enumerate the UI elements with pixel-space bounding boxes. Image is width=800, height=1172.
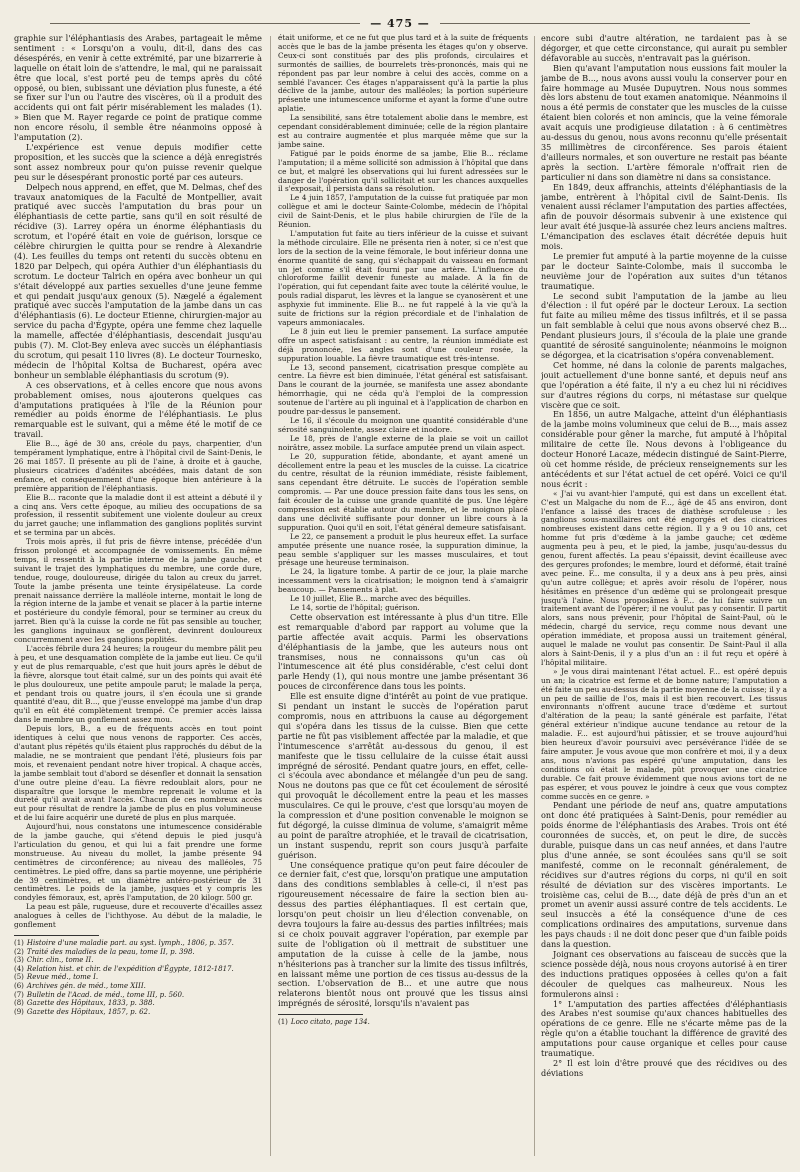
paragraph: 2° Il est loin d'être prouvé que des récidives ou des déviations — [541, 1057, 787, 1078]
paragraph: 1° L'amputation des parties affectées d'éléphantiasis des Arabes n'est soumise qu'aux chances habituelles des opérations de ce genre. Elle ne s'écarte même pas de la règle qu'on a établie touchant la différence de gravité des amputations pour cause organique et celles pour cause traumatique. — [541, 998, 787, 1059]
footnote-text: Archives gén. de méd., tome XIII. — [26, 981, 146, 990]
paragraph: Delpech nous apprend, en effet, que M. Delmas, chef des travaux anatomiques de la Faculté de Montpellier, avait pratiqué avec succès l'amputation du bras pour un éléphantiasis de cette partie, sans qu'il en soit résulté de récidive (3). Larrey opéra un énorme éléphantiasis du scrotum, et l'opéré était en voie de guérison, lorsque ce célèbre chirurgien le quitta pour se rendre à Alexandrie (4). Les feuilles du temps ont retenti du succès obtenu en 1820 par Delpech, qui opéra Authier d'un éléphantiasis du scrotum. Le docteur Talrich en opéra avec bonheur un qui s'était développé aux parties sexuelles d'une jeune femme et qui pendait jusqu'aux genoux (5). Nægelé a également pratiqué avec succès l'amputation de la jambe dans un cas d'éléphantiasis (6). Le docteur Etienne, chirurgien-major au service du pacha d'Égypte, opéra une femme chez laquelle la mamelle, affectée d'éléphantiasis, descendait jusqu'au pubis (7). M. Clot-Bey enleva avec succès un éléphantiasis du scrotum, qui pesait 110 livres (8). Le docteur Tournesko, médecin de l'hôpital Koltsa de Bucharest, opéra avec bonheur un semblable éléphantiasis du scrotum (9). — [14, 181, 262, 380]
footnote — [14, 965, 262, 974]
paragraph: Elle est ensuite digne d'intérêt au point de vue pratique. Si pendant un instant le succès de l'opération parut compromis, nous en attribuons la cause au dégorgement qui s'opéra dans les tissus de la cuisse. Bien que cette partie ne fût pas visiblement affectée par la maladie, et que l'intumescence s'arrêtât au-dessous du genou, il est manifeste que le tissu cellulaire de la cuisse était aussi imprégné de sérosité. Pendant quatre jours, en effet, celle-ci s'écoula avec abondance et mélangée d'un peu de sang. Nous ne doutons pas que ce fût cet écoulement de sérosité qui provoquât le décollement entre la peau et les masses musculaires. Ce qui le prouve, c'est que lorsqu'au moyen de la compression et d'une position convenable le moignon se fut dégorgé, la cuisse diminua de volume, s'amaigrit même au point de paraître atrophiée, et le travail de cicatrisation, un instant suspendu, reprit son cours jusqu'à parfaite guérison. — [278, 691, 528, 860]
case-paragraph: L'amputation fut faite au tiers inférieur de la cuisse et suivant la méthode circulaire. Elle ne présenta rien à noter, si ce n'est que lors de la section de la veine fémorale, le bout inférieur donna une énorme quantité de sang, qui s'échappait du vaisseau en formant un jet comme s'il était fourni par une artère. L'influence du chloroforme faillit devenir funeste au malade. A la fin de l'opération, qui fut cependant faite avec toute la célérité voulue, le pouls radial disparut, les lèvres et la langue se cyanosèrent et une asphyxie fut imminente. Elie B... ne fut rappelé à la vie qu'à la suite de frictions sur la région précordiale et de l'inhalation de vapeurs ammoniacales. — [278, 228, 528, 327]
case-paragraph: Aujourd'hui, nous constatons une intumescence considérable de la jambe gauche, qui s'étend depuis le pied jusqu'à l'articulation du genou, et qui lui a fait prendre une forme monstrueuse. Au niveau du mollet, la jambe présente 94 centimètres de circonférence; au niveau des malléoles, 75 centimètres. Le pied offre, dans sa partie moyenne, une périphérie de 39 centimètres, et un diamètre antéro-postérieur de 31 centimètres. Le poids de la jambe, jusques et y compris les condyles fémoraux, est, après l'amputation, de 20 kilogr. 500 gr. — [14, 822, 262, 903]
page-header — [40, 14, 760, 32]
footnote-text: Revue méd., tome I. — [26, 973, 99, 982]
footnote — [14, 982, 262, 991]
case-paragraph: La sensibilité, sans être totalement abolie dans le membre, est cependant considérablement diminuée; celle de la région plantaire est au contraire augmentée et plus marquée même que sur la jambe saine. — [278, 113, 528, 149]
case-paragraph: Le 20, suppuration fétide, abondante, et ayant amené un décollement entre la peau et les muscles de la cuisse. La cicatrice du centre, résultat de la réunion immédiate, résiste faiblement, sans cependant être détruite. Le succès de l'opération semble compromis. — Par une douce pression faite dans tous les sens, on fait écouler de la cuisse une grande quantité de pus. Une légère compression est établie autour du membre, et le moignon placé dans une déclivité suffisante pour donner un libre cours à la suppuration. Quoi qu'il en soit, l'état général demeure satisfaisant. — [278, 451, 528, 532]
footnote-number: (7) — [14, 990, 24, 999]
case-paragraph: Le 14, sortie de l'hôpital; guérison. — [290, 603, 420, 612]
footnote-rule — [278, 1014, 363, 1015]
paragraph: Le second subit l'amputation de la jambe au lieu d'élection : il fut opéré par le docteur Leroux. La section fut faite au milieu même des tissus infiltrés, et il se passa un fait semblable à celui que nous avons observé chez B... Pendant plusieurs jours, il s'écoula de la plaie une grande quantité de sérosité sanguinolente; néanmoins le moignon se dégorgea, et la cicatrisation s'opéra convenablement. — [541, 290, 787, 360]
footnote-number: (8) — [14, 999, 24, 1008]
footnote-number: (2) — [14, 947, 24, 956]
footnote — [14, 939, 262, 948]
footnote-number: (5) — [14, 973, 24, 982]
paragraph: En 1856, un autre Malgache, atteint d'un éléphantiasis de la jambe moins volumineux que celui de B..., mais assez considérable pour gêner la marche, fut amputé à l'hôpital militaire de cette île. Nous devons à l'obligeance du docteur Honoré Lacaze, médecin distingué de Saint-Pierre, où cet homme réside, de précieux renseignements sur les antécédents et sur l'état actuel de cet opéré. Voici ce qu'il nous écrit : — [541, 409, 787, 489]
paragraph: encore subi d'autre altération, ne tardaient pas à se dégorger, et que cette circonstance, qui aurait pu sembler défavorable au succès, n'entravait pas la guérison. — [541, 34, 787, 63]
footnote-number: (9) — [14, 1007, 24, 1016]
case-paragraph: « J'ai vu avant-hier l'amputé, qui est dans un excellent état. C'est un Malgache du nom de F..., âgé de 45 ans environ, dont l'enfance a laissé des traces de diathèse scrofuleuse : les ganglions sous-maxillaires ont été engorgés et des cicatrices nombreuses existent dans cette région. Il y a 9 ou 10 ans, cet homme fut pris d'œdème à la jambe gauche; cet œdème augmenta peu à peu, et le pied, la jambe, jusqu'au-dessus du genou, furent affectés. La peau s'épaissit, devint écailleuse avec des gerçures profondes; le membre, lourd et déformé, était traîné avec peine. F... me consulta, il y a deux ans à peu près, ainsi qu'un autre collègue; et après avoir résolu de l'opérer, nous hésitâmes en présence d'un œdème qui se prolongeait presque jusqu'à l'aine. Nous proposâmes à F... de lui faire suivre un traitement avant de l'opérer; il ne voulut pas y consentir. Il partit alors, sans nous prévenir, pour l'hôpital de Saint-Paul, où le médecin, chargé du service, reçu comme nous devant une opération immédiate, et proposa aussi un traitement général, auquel le malade ne voulut pas consentir. De Saint-Paul il alla alors à Saint-Denis, il y a plus d'un an : il fut reçu et opéré à l'hôpital militaire. — [541, 488, 787, 667]
footnote-text: Gazette des Hôpitaux, 1857, p. 62. — [26, 1007, 151, 1016]
footnote-rule — [14, 935, 99, 936]
case-paragraph: Trois mois après, il fut pris de fièvre intense, précédée d'un frisson prolongé et accompagnée de vomissements. En même temps, il ressentit à la partie interne de la jambe gauche, et suivant le trajet des lymphatiques du membre, une corde dure, tendue, rouge, douloureuse, dirigée du talon au creux du jarret. Toute la jambe présenta une teinte érysipélateuse. La corde prenait naissance derrière la malléole interne, montait le long de la région interne de la jambe et venait se placer à la partie interne et postérieure du condyle fémoral, pour se terminer au creux du jarret. Bien qu'à la cuisse la corde ne fût pas sensible au toucher, les ganglions inguinaux se gonflèrent, devinrent douloureux concurremment avec les ganglions poplités. — [14, 537, 262, 645]
column-divider-2 — [534, 36, 535, 1156]
case-paragraph: était uniforme, et ce ne fut que plus tard et à la suite de fréquents accès que le bas de la jambe présenta les étages qu'on y observe. Ceux-ci sont constitués par des plis profonds, circulaires et surmontés de saillies, de bourrelets très-prononcés, mais qui ne répondent pas par leur nombre à celui des accès, comme on a semblé l'avancer. Ces étages n'apparaissent qu'à la partie la plus déclive de la jambe, autour des malléoles; la portion supérieure présente une intumescence uniforme et ayant la forme d'une outre aplatie. — [278, 34, 528, 114]
paragraph: Cette observation est intéressante à plus d'un titre. Elle est remarquable d'abord par rapport au volume que la partie affectée avait acquis. Parmi les observations d'éléphantiasis de la jambe, que les auteurs nous ont transmises, nous ne connaissons qu'un cas où l'intumescence ait été plus considérable, c'est celui dont parle Hendy (1), qui nous montre une jambe présentant 36 pouces de circonférence dans tous les points. — [278, 611, 528, 692]
case-paragraph: Le 24, la ligature tombe. A partir de ce jour, la plaie marche incessamment vers la cicatrisation; le moignon tend à s'amaigrir beaucoup. — Pansements à plat. — [278, 567, 528, 595]
paragraph: Pendant une période de neuf ans, quatre amputations ont donc été pratiquées à Saint-Denis, pour remédier au poids énorme de l'éléphantiasis des Arabes. Trois ont été couronnées de succès, et, on peut le dire, de succès durable, puisque dans un cas neuf années, et dans l'autre plus d'une année, se sont écoulées sans qu'il se soit manifesté, comme on le reconnaît généralement, de récidives sur d'autres régions du corps, ni qu'il en soit résulté de déviation sur des viscères importants. Le troisième cas, celui de B..., date déjà de près d'un an et promet un avenir aussi assuré contre de tels accidents. Le seul insuccès a été la conséquence d'une de ces complications ordinaires des amputations, survenue dans les pays chauds : il ne doit donc peser que d'un faible poids dans la question. — [541, 800, 787, 950]
footnotes — [14, 939, 262, 1016]
footnote-number: (6) — [14, 981, 24, 990]
paragraph: graphie sur l'éléphantiasis des Arabes, partageait le même sentiment : « Lorsqu'on a voulu, dit-il, dans des cas désespérés, en venir à cette extrémité, par une bizarrerie à laquelle on était loin de s'attendre, le mal, qui ne paraissait être que local, s'est porté peu de temps après du côté opposé, ou bien, subissant une déviation plus funeste, a été se fixer sur l'un ou l'autre des viscères, où il a produit des accidents qui ont fait périr misérablement les malades (1). » Bien que M. Rayer regarde ce point de pratique comme non encore résolu, il semble être néanmoins opposé à l'amputation (2). — [14, 34, 262, 143]
paragraph: En 1849, deux affranchis, atteints d'éléphantiasis de la jambe, entrèrent à l'hôpital civil de Saint-Denis. Ils venaient aussi réclamer l'amputation des parties affectées, afin de pouvoir désormais subvenir à une existence qui leur avait été jusque-là assurée chez leurs anciens maîtres. L'émancipation des esclaves était décrétée depuis huit mois. — [541, 181, 787, 252]
case-paragraph: Le 10 juillet, Elie B... marche avec des béquilles. — [290, 594, 471, 604]
footnote — [14, 956, 262, 965]
paragraph: Le premier fut amputé à la partie moyenne de la cuisse par le docteur Sainte-Colombe, mais il succomba le neuvième jour de l'opération aux suites d'un tétanos traumatique. — [541, 250, 787, 291]
footnote-text: Relation hist. et chir. de l'expédition d'Égypte, 1812-1817. — [26, 964, 234, 973]
case-paragraph: » Je vous dirai maintenant l'état actuel. F... est opéré depuis un an; la cicatrice est ferme et de bonne nature; l'amputation a été faite un peu au-dessus de la partie moyenne de la cuisse; il y a un peu de saillie de l'os, mais il est bien recouvert. Les tissus environnants n'offrent aucune trace d'œdème et surtout d'altération de la peau; la santé générale est parfaite, l'état général extérieur n'indique aucune tendance au retour de la maladie. F... est aujourd'hui pâtissier, et se trouve aujourd'hui bien heureux d'avoir poursuivi avec persévérance l'idée de se faire amputer. Je vous avoue que mon confrère et moi, il y a deux ans, nous n'avions pas espéré qu'une amputation, dans les conditions où était le malade, pût provoquer une cicatrice durable. Ce fait prouve évidemment que nous avions tort de ne pas espérer, et vous pouvez le joindre à ceux que vous comptez comme succès en ce genre. » — [541, 666, 787, 801]
footnote-number: (1) — [278, 1018, 288, 1027]
footnote — [278, 1018, 528, 1027]
column-1 — [14, 34, 262, 1158]
case-paragraph: Fatigué par le poids énorme de sa jambe, Elie B... réclame l'amputation; il a même sollicité son admission à l'hôpital que dans ce but, et malgré les observations qui lui furent adressées sur le danger de l'opération qu'il sollicitait et sur les chances auxquelles il s'exposait, il persista dans sa résolution. — [278, 148, 528, 194]
page-number: — 475 — — [370, 16, 430, 30]
paragraph: A ces observations, et à celles encore que nous avons probablement omises, nous ajouterons quelques cas d'amputations pratiquées à l'île de la Réunion pour remédier au poids énorme de l'éléphantiasis. Le plus remarquable est le suivant, qui a même été le motif de ce travail. — [14, 379, 262, 440]
case-paragraph: Le 13, second pansement, cicatrisation presque complète au centre. La fièvre est bien diminuée, l'état général est satisfaisant. Dans le courant de la journée, se manifesta une assez abondante hémorrhagie, qui ne céda qu'à l'emploi de la compression soutenue de l'artère au pli inguinal et à l'application de charbon en poudre par-dessus le pansement. — [278, 362, 528, 417]
paragraph: Une conséquence pratique qu'on peut faire découler de ce dernier fait, c'est que, lorsqu'on pratique une amputation dans des conditions semblables à celle-ci, il n'est pas rigoureusement nécessaire de faire la section bien au-dessus des parties éléphantiaques. Il est certain que, lorsqu'on peut choisir un lieu d'élection convenable, on devra toujours la faire au-dessus des parties infiltrées; mais si ce choix pouvait aggraver l'opération, par exemple par suite de l'obligation où il mettrait de substituer une amputation de la cuisse à celle de la jambe, nous n'hésiterions pas à trancher sur la limite des tissus infiltrés, en laissant même une portion de ces tissus au-dessus de la section. L'observation de B... et une autre que nous relaterons bientôt nous ont prouvé que les tissus ainsi imprégnés de sérosité, lorsqu'ils n'avaient pas — [278, 859, 528, 1009]
paragraph: L'expérience est venue depuis modifier cette proposition, et les succès que la science a déjà enregistrés sont assez nombreux pour qu'on puisse revenir quelque peu sur le désespérant pronostic porté par ces auteurs. — [14, 141, 262, 182]
footnote-text: Gazette des Hôpitaux, 1833, p. 388. — [26, 999, 155, 1008]
footnote — [14, 999, 262, 1008]
case-paragraph: Elie B... raconte que la maladie dont il est atteint a débuté il y a cinq ans. Vers cette époque, au milieu des occupations de sa profession, il ressentit subitement une violente douleur au creux du jarret gauche; une inflammation des ganglions poplités survint et se termina par un abcès. — [14, 492, 262, 538]
footnote-number: (3) — [14, 956, 24, 965]
header-rule-left — [50, 23, 360, 24]
column-3 — [541, 34, 787, 1158]
case-paragraph: Elie B..., âgé de 30 ans, créole du pays, charpentier, d'un tempérament lymphatique, entre à l'hôpital civil de Saint-Denis, le 26 mai 1857. Il présente au pli de l'aine, à droite et à gauche, plusieurs cicatrices d'adénites abcédées, mais datant de son enfance, et conséquemment d'une époque bien antérieure à la première apparition de l'éléphantiasis. — [14, 439, 262, 493]
footnote — [14, 948, 262, 957]
case-paragraph: Le 16, il s'écoule du moignon une quantité considérable d'une sérosité sanguinolente, assez claire et inodore. — [278, 415, 528, 434]
footnote-text: Histoire d'une maladie part. au syst. lymph., 1806, p. 357. — [26, 939, 234, 947]
footnote-number: (4) — [14, 964, 24, 973]
case-paragraph: Le 22, ce pansement a produit le plus heureux effet. La surface amputée présente une nuance rosée, la suppuration diminue, la peau semble s'appliquer sur les masses musculaires, et tout présage une heureuse terminaison. — [278, 531, 528, 568]
case-paragraph: Depuis lors, B., a eu de fréquents accès en tout point identiques à celui que nous venons de rapporter. Ces accès, d'autant plus répétés qu'ils étaient plus rapprochés du début de la maladie, ne se montraient que pendant l'été, plusieurs fois par mois, et revenaient pendant notre hiver tropical. A chaque accès, la jambe semblait tout d'abord se désenfler et donnait la sensation d'une outre pleine d'eau. La fièvre redoublait alors, pour ne disparaître que lorsque le membre reprenait le volume et la dureté qu'il avait avant l'accès. Chacun de ces nombreux accès eut pour résultat de rendre la jambe de plus en plus volumineuse et de lui faire acquérir une dureté de plus en plus marquée. — [14, 724, 262, 823]
footnote-text: Chir. clin., tome II. — [26, 956, 94, 965]
case-paragraph: L'accès fébrile dura 24 heures; la rougeur du membre pâlit peu à peu, et une desquamation complète de la jambe eut lieu. Ce qu'il y eut de plus remarquable, c'est que huit jours après le début de la fièvre, alorsque tout était calmé, sur un des points qui avait été le plus douloureux, une petite ampoule parut; le malade la perça, et pendant trois ou quatre jours, il s'en écoula une si grande quantité d'eau, dit B..., que j'eusse enveloppé ma jambe d'un drap qu'il en eût été complètement trempé. Ce premier accès laissa dans le membre un gonflement assez mou. — [14, 644, 262, 725]
case-paragraph: Le 8 juin eut lieu le premier pansement. La surface amputée offre un aspect satisfaisant : au centre, la réunion immédiate est déjà prononcée, les angles sont d'une couleur rosée, la suppuration louable. La fièvre traumatique est très-intense. — [278, 326, 528, 363]
case-paragraph: La peau est pâle, rugueuse, dure et recouverte d'écailles assez analogues à celles de l'ichthyose. Au début de la maladie, le gonflement — [14, 902, 262, 930]
column-2 — [278, 34, 528, 1158]
footnote-text: Bulletin de l'Acad. de méd., tome III, p. 560. — [26, 990, 185, 999]
footnote-text: Loco citato, page 134. — [290, 1018, 370, 1027]
paragraph: Bien qu'avant l'amputation nous eussions fait mouler la jambe de B..., nous avons aussi voulu la conserver pour en faire hommage au Musée Dupuytren. Nous nous sommes dès lors abstenu de tout examen anatomique. Néanmoins il nous a été permis de constater que les muscles de la cuisse étaient bien colorés et non amincis, que la veine fémorale avait acquis une prodigieuse dilatation : à 6 centimètres au-dessus du genou, nous avons reconnu qu'elle présentait 35 millimètres de circonférence. Ses parois étaient d'ailleurs normales, et son ouverture ne restait pas béante après la section. L'artère fémorale n'offrait rien de particulier ni dans son diamètre ni dans sa consistance. — [541, 62, 787, 182]
footnote — [14, 973, 262, 982]
paragraph: Cet homme, né dans la colonie de parents malgaches, jouit actuellement d'une bonne santé, et depuis neuf ans que l'opération a été faite, il n'y a eu chez lui ni récidives sur d'autres régions du corps, ni métastase sur quelque viscère que ce soit. — [541, 359, 787, 410]
footnotes — [278, 1018, 528, 1027]
column-divider-1 — [270, 36, 271, 1156]
header-rule-right — [440, 23, 750, 24]
footnote — [14, 991, 262, 1000]
footnote — [14, 1008, 262, 1017]
case-paragraph: Le 18, près de l'angle externe de la plaie se voit un caillot noirâtre, assez mobile. La surface amputée prend un vilain aspect. — [278, 433, 528, 452]
footnote-text: Traité des maladies de la peau, tome II, p. 398. — [26, 947, 195, 956]
paragraph: Joignant ces observations au faisceau de succès que la science possède déjà, nous nous croyons autorisé à en tirer des inductions pratiques opposées à celles qu'on a fait découler de quelques cas malheureux. Nous les formulerons ainsi : — [541, 949, 787, 999]
case-paragraph: Le 4 juin 1857, l'amputation de la cuisse fut pratiquée par mon collègue et ami le docteur Sainte-Colombe, médecin de l'hôpital civil de Saint-Denis, et le plus habile chirurgien de l'île de la Réunion. — [278, 193, 528, 230]
footnote-number: (1) — [14, 939, 24, 947]
